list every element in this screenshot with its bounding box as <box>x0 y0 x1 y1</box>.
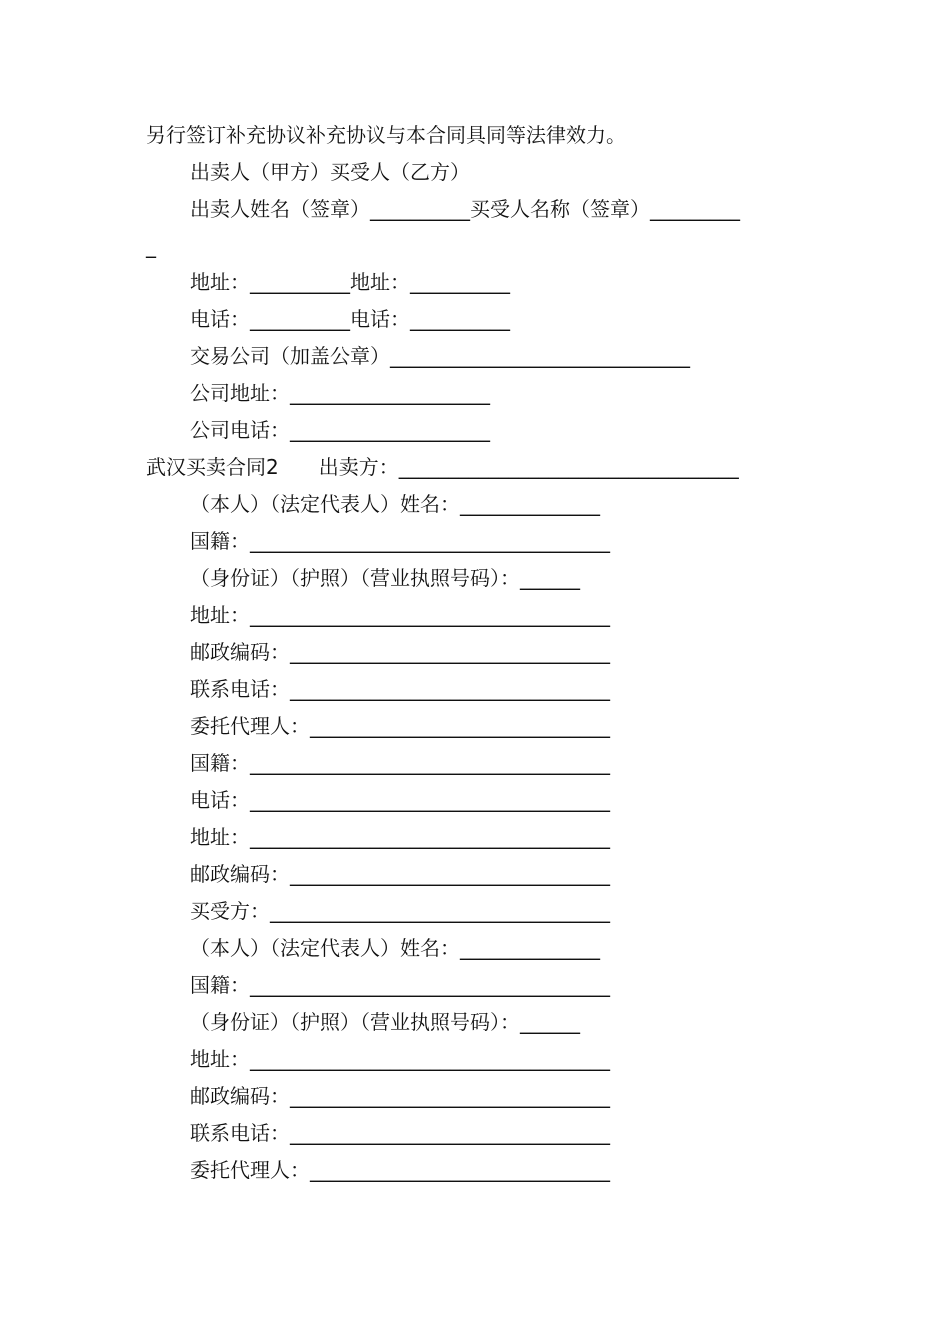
text-line-supplementary-agreement: 另行签订补充协议补充协议与本合同具同等法律效力。 <box>146 123 626 147</box>
text-line-buyer-contact-phone: 联系电话：________________________________ <box>190 1121 610 1145</box>
text-line-signature-names: 出卖人姓名（签章）__________买受人名称（签章）_________ <box>190 197 740 221</box>
text-line-seller-contact-phone: 联系电话：________________________________ <box>190 677 610 701</box>
text-line-seller-agent: 委托代理人：______________________________ <box>190 714 610 738</box>
text-line-agent-address: 地址：____________________________________ <box>190 825 610 849</box>
text-line-buyer-id: （身份证）（护照）（营业执照号码）：______ <box>190 1010 580 1034</box>
text-line-company-address: 公司地址：____________________ <box>190 381 490 405</box>
text-line-buyer-address: 地址：____________________________________ <box>190 1047 610 1071</box>
text-line-address-pair: 地址：__________地址：__________ <box>190 270 510 294</box>
text-line-seller-id: （身份证）（护照）（营业执照号码）：______ <box>190 566 580 590</box>
text-line-buyer-name: （本人）（法定代表人）姓名：______________ <box>190 936 600 960</box>
text-line-trading-company: 交易公司（加盖公章）______________________________ <box>190 344 690 368</box>
text-line-buyer-agent: 委托代理人：______________________________ <box>190 1158 610 1182</box>
text-line-seller-nationality: 国籍：____________________________________ <box>190 529 610 553</box>
text-line-seller-postcode: 邮政编码：________________________________ <box>190 640 610 664</box>
text-line-company-phone: 公司电话：____________________ <box>190 418 490 442</box>
text-line-overflow: _ <box>146 234 156 258</box>
text-line-agent-phone: 电话：____________________________________ <box>190 788 610 812</box>
text-line-seller-name: （本人）（法定代表人）姓名：______________ <box>190 492 600 516</box>
text-line-buyer: 买受方：__________________________________ <box>190 899 610 923</box>
text-line-phone-pair: 电话：__________电话：__________ <box>190 307 510 331</box>
text-line-buyer-nationality: 国籍：____________________________________ <box>190 973 610 997</box>
text-line-seller-address: 地址：____________________________________ <box>190 603 610 627</box>
text-line-agent-nationality: 国籍：____________________________________ <box>190 751 610 775</box>
text-line-buyer-postcode: 邮政编码：________________________________ <box>190 1084 610 1108</box>
text-line-agent-postcode: 邮政编码：________________________________ <box>190 862 610 886</box>
text-line-parties-header: 出卖人（甲方）买受人（乙方） <box>190 160 470 184</box>
text-line-contract-title-seller: 武汉买卖合同2 出卖方：__________________________________ <box>146 455 739 479</box>
